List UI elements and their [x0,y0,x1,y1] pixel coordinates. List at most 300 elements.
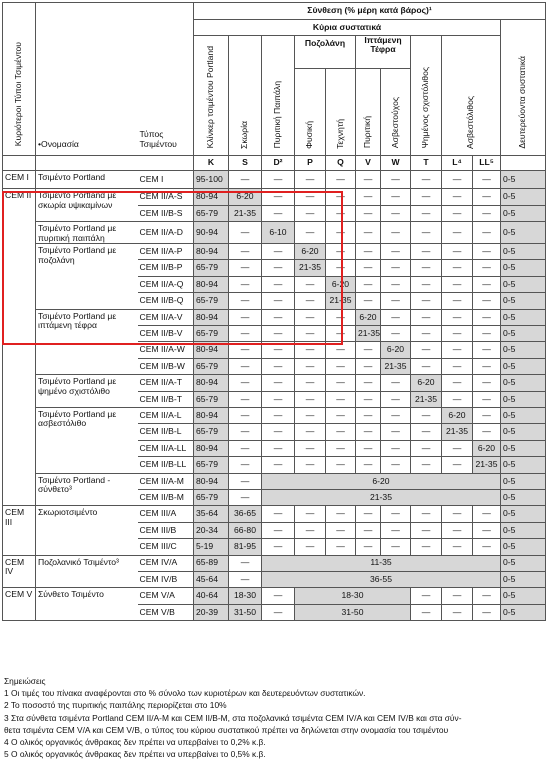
constituent-value: — [356,457,381,473]
constituent-value: — [442,588,473,604]
pozzolana-flyash-combined: 31-50 [295,604,411,620]
constituent-value: — [229,260,262,276]
constituent-value: — [381,457,411,473]
minor-value: 0-5 [501,571,546,587]
constituent-value: — [381,189,411,205]
cement-type: CEM II/A-Q [138,276,194,292]
slag-value: 66-80 [229,522,262,538]
cement-composition-table [2,2,546,621]
designation-header [36,3,138,156]
cement-type: CEM V/A [138,588,194,604]
constituent-value: — [262,588,295,604]
symbol-3: D² [262,156,295,171]
combined-constituents: 11-35 [262,555,501,571]
minor-value: 0-5 [501,276,546,292]
constituent-value: — [473,391,501,407]
constituent-value: — [473,222,501,244]
constituent-value: — [473,588,501,604]
cement-type: CEM II/A-P [138,244,194,260]
constituent-value: 6-20 [326,276,356,292]
constituent-value: — [262,189,295,205]
constituent-value: — [295,189,326,205]
constituent-value: — [356,506,381,522]
cement-type: CEM III/B [138,522,194,538]
clinker-label: Κλίνκερ τσιμέντου Portland [205,46,216,149]
constituent-value: — [326,539,356,555]
constituent-value: — [356,391,381,407]
cement-types-table-wrapper [2,2,528,621]
constituent-value: 6-20 [229,189,262,205]
clinker-value: 65-79 [194,260,229,276]
table-row [3,375,546,391]
constituent-value: — [442,522,473,538]
constituent-value: — [295,358,326,374]
constituent-value: 6-20 [381,342,411,358]
table-row [3,407,546,423]
burnt-shale-header [411,36,442,156]
constituent-value: — [356,260,381,276]
silica-fume-header [262,36,295,156]
constituent-value: 6-20 [411,375,442,391]
minor-value: 0-5 [501,375,546,391]
clinker-value: 20-39 [194,604,229,620]
clinker-value: 80-94 [194,309,229,325]
constituent-value: — [229,440,262,456]
constituent-value: — [381,391,411,407]
constituent-value: — [381,171,411,189]
constituent-value: — [356,375,381,391]
constituent-value: — [262,326,295,342]
cement-type: CEM II/B-M [138,489,194,505]
designation-label: •Ονομασία [38,138,79,149]
minor-label: Δευτερεύοντα συστατικά [517,55,528,149]
constituent-value: — [326,440,356,456]
note-line: 5 Ο ολικός οργανικός άνθρακας δεν πρέπει να υπερβαίνει το 0,5% κ.β. [4,749,266,760]
calcareous-header [381,69,411,156]
constituent-value: — [356,342,381,358]
minor-value: 0-5 [501,473,546,489]
constituent-value: — [356,205,381,221]
constituent-value: — [262,205,295,221]
cement-type: CEM II/B-Q [138,293,194,309]
minor-value: 0-5 [501,539,546,555]
cement-type: CEM II/A-S [138,189,194,205]
clinker-value: 20-34 [194,522,229,538]
clinker-header [194,36,229,156]
constituent-value: — [473,205,501,221]
cement-type-header [138,3,194,156]
group-code: CEM II [3,189,36,506]
constituent-value: — [356,407,381,423]
constituent-value: — [381,222,411,244]
clinker-value: 90-94 [194,222,229,244]
combined-constituents: 21-35 [262,489,501,505]
constituent-value: — [262,391,295,407]
constituent-value: — [262,539,295,555]
minor-value: 0-5 [501,424,546,440]
clinker-value: 80-94 [194,473,229,489]
minor-value: 0-5 [501,326,546,342]
constituent-value: — [295,457,326,473]
cement-type: CEM II/B-L [138,424,194,440]
constituent-value: — [411,358,442,374]
symbol-4: P [295,156,326,171]
constituent-value: — [411,407,442,423]
constituent-value: — [229,473,262,489]
minor-value: 0-5 [501,293,546,309]
constituent-value: — [411,244,442,260]
clinker-value: 65-79 [194,326,229,342]
constituent-value: — [326,189,356,205]
constituent-value: — [411,506,442,522]
constituent-value: — [262,358,295,374]
constituent-value: — [473,276,501,292]
constituent-value: — [262,604,295,620]
constituent-value: — [411,522,442,538]
clinker-value: 65-79 [194,489,229,505]
constituent-value: — [411,171,442,189]
constituent-value: — [442,375,473,391]
constituent-value: — [262,375,295,391]
constituent-value: — [356,358,381,374]
slag-header [229,36,262,156]
cement-type-label: Τύπος Τσιμέντου [139,129,177,149]
constituent-value: — [326,309,356,325]
constituent-value: — [229,222,262,244]
constituent-value: — [442,244,473,260]
constituent-value: — [442,205,473,221]
minor-value: 0-5 [501,260,546,276]
constituent-value: — [356,539,381,555]
clinker-value: 5-19 [194,539,229,555]
combined-constituents: 6-20 [262,473,501,489]
constituent-value: — [381,440,411,456]
limestone-header [442,36,501,156]
constituent-value: — [411,604,442,620]
constituent-value: — [356,293,381,309]
clinker-value: 65-79 [194,205,229,221]
group-code: CEM V [3,588,36,621]
constituent-value: 6-20 [356,309,381,325]
constituent-value: — [229,276,262,292]
constituent-value: — [356,222,381,244]
main-types-label: Κυριότεροι Τύποι Τσιμέντου [13,42,24,147]
cement-type: CEM II/B-P [138,260,194,276]
constituent-value: 6-10 [262,222,295,244]
constituent-value: — [229,375,262,391]
clinker-value: 65-79 [194,391,229,407]
cement-type: CEM II/B-S [138,205,194,221]
cement-name: Τσιμέντο Portland με ασβεστόλιθο [36,407,138,473]
cement-type: CEM II/A-V [138,309,194,325]
constituent-value: — [411,189,442,205]
clinker-value: 80-94 [194,375,229,391]
constituent-value: — [356,424,381,440]
constituent-value: — [473,326,501,342]
artificial-header [326,69,356,156]
minor-value: 0-5 [501,171,546,189]
constituent-value: — [381,506,411,522]
constituent-value: — [381,276,411,292]
minor-value: 0-5 [501,407,546,423]
constituent-value: — [229,457,262,473]
constituent-value: — [473,171,501,189]
constituent-value: — [262,424,295,440]
siliceous-label: Πυριτική [362,116,373,149]
constituent-value: — [262,522,295,538]
constituent-value: — [381,424,411,440]
minor-value: 0-5 [501,604,546,620]
constituent-value: — [229,293,262,309]
constituent-value: — [326,522,356,538]
limestone-label: Ασβεστόλιθος [465,95,476,149]
notes-title: Σημειώσεις [4,676,46,686]
constituent-value: — [356,171,381,189]
constituent-value: — [442,506,473,522]
constituent-value: — [473,424,501,440]
clinker-value: 80-94 [194,244,229,260]
constituent-value: — [262,457,295,473]
constituent-value: — [442,342,473,358]
clinker-value: 65-89 [194,555,229,571]
cement-type: CEM II/B-T [138,391,194,407]
minor-value: 0-5 [501,522,546,538]
cement-type: CEM II/A-D [138,222,194,244]
constituent-value: — [356,440,381,456]
constituent-value: — [473,604,501,620]
constituent-value: 6-20 [442,407,473,423]
constituent-value: — [442,358,473,374]
symbol-9: L⁴ [442,156,473,171]
note-line: 3 Στα σύνθετα τσιμέντα Portland CEM II/A-M και CEM II/B-M, στα ποζολανικά τσιμέντα CEM IV/A και CEM IV/B και στα σύν- [4,712,462,723]
constituent-value: — [262,260,295,276]
constituent-value: 21-35 [381,358,411,374]
constituent-value: — [442,440,473,456]
clinker-value: 80-94 [194,276,229,292]
constituent-value: — [442,260,473,276]
constituent-value: — [295,506,326,522]
constituent-value: — [473,506,501,522]
constituent-value: — [356,522,381,538]
clinker-value: 65-79 [194,293,229,309]
constituent-value: — [295,424,326,440]
constituent-value: — [411,309,442,325]
minor-value: 0-5 [501,309,546,325]
note-line: 4 Ο ολικός οργανικός άνθρακας δεν πρέπει να υπερβαίνει το 0,2% κ.β. [4,737,266,748]
cement-name: Τσιμέντο Portland - σύνθετο³ [36,473,138,506]
constituent-value: 21-35 [326,293,356,309]
main-types-header [3,3,36,156]
constituent-value: — [411,326,442,342]
cement-type: CEM II/A-W [138,342,194,358]
constituent-value: — [295,375,326,391]
constituent-value: — [473,375,501,391]
constituent-value: 21-35 [442,424,473,440]
burnt-shale-label: Ψημένος σχιστόλιθος [420,67,431,149]
group-code: CEM III [3,506,36,555]
pozzolana-flyash-combined: 18-30 [295,588,411,604]
slag-value: 36-65 [229,506,262,522]
slag-value: 18-30 [229,588,262,604]
constituent-value: — [411,205,442,221]
constituent-value: — [411,293,442,309]
constituent-value: — [356,276,381,292]
constituent-value: — [473,309,501,325]
symbol-blank [3,156,36,171]
constituent-value: — [229,326,262,342]
constituent-value: — [326,260,356,276]
cement-type: CEM IV/B [138,571,194,587]
constituent-value: — [473,260,501,276]
constituent-value: — [262,407,295,423]
constituent-value: — [473,244,501,260]
clinker-value: 65-79 [194,457,229,473]
constituent-value: — [229,171,262,189]
group-code: CEM I [3,171,36,189]
constituent-value: — [262,342,295,358]
constituent-value: — [295,222,326,244]
note-line: θετα τσιμέντα CEM V/A και CEM V/B, ο τύπος του κύριου συστατικού πρέπει να δηλώνεται στην ονομασία του τσιμέντου [4,724,449,735]
minor-value: 0-5 [501,555,546,571]
cement-name: Σύνθετο Τσιμέντο [36,588,138,621]
constituent-value: — [381,539,411,555]
constituent-value: — [381,205,411,221]
cement-type: CEM II/A-T [138,375,194,391]
constituent-value: — [411,457,442,473]
fly-ash-header: Ιπτάμενη Τέφρα [356,36,411,69]
cement-name: Τσιμέντο Portland με πυριτική παιπάλη [36,222,138,244]
constituent-value: — [326,342,356,358]
clinker-value: 65-79 [194,424,229,440]
constituent-value: — [326,205,356,221]
constituent-value: — [411,588,442,604]
constituent-value: — [326,171,356,189]
minor-value: 0-5 [501,391,546,407]
constituent-value: — [442,309,473,325]
constituent-value: — [229,424,262,440]
constituent-value: — [295,391,326,407]
constituent-value: — [295,407,326,423]
constituent-value: — [229,342,262,358]
cement-name: Τσιμέντο Portland με ποζολάνη [36,244,138,310]
constituent-value: — [262,293,295,309]
constituent-value: — [442,604,473,620]
minor-value: 0-5 [501,189,546,205]
constituent-value: — [229,244,262,260]
constituent-value: — [326,326,356,342]
clinker-value: 80-94 [194,440,229,456]
table-row [3,588,546,604]
natural-header [295,69,326,156]
constituent-value: — [262,276,295,292]
constituent-value: 21-35 [229,205,262,221]
combined-constituents: 36-55 [262,571,501,587]
constituent-value: — [356,244,381,260]
constituent-value: — [442,457,473,473]
constituent-value: — [295,522,326,538]
constituent-value: — [442,171,473,189]
constituent-value: — [473,407,501,423]
constituent-value: — [262,440,295,456]
symbol-7: W [381,156,411,171]
constituent-value: — [442,293,473,309]
constituent-value: — [295,326,326,342]
natural-label: Φυσική [304,120,315,149]
constituent-value: — [473,522,501,538]
constituent-value: — [262,506,295,522]
cement-type: CEM I [138,171,194,189]
constituent-value: — [411,222,442,244]
cement-type: CEM II/B-V [138,326,194,342]
constituent-value: — [326,244,356,260]
minor-value: 0-5 [501,506,546,522]
constituent-value: — [411,424,442,440]
minor-constituents-header [501,20,546,156]
constituent-value: — [411,539,442,555]
minor-value: 0-5 [501,588,546,604]
cement-type: CEM III/A [138,506,194,522]
constituent-value: — [295,276,326,292]
note-line: 1 Οι τιμές του πίνακα αναφέρονται στο % σύνολο των κυριοτέρων και δευτερευόντων συστατικών. [4,688,366,699]
clinker-value: 40-64 [194,588,229,604]
constituent-value: — [295,342,326,358]
minor-value: 0-5 [501,244,546,260]
table-row [3,222,546,244]
minor-value: 0-5 [501,222,546,244]
constituent-value: — [262,309,295,325]
constituent-value: — [356,189,381,205]
constituent-value: — [381,326,411,342]
constituent-value: — [229,309,262,325]
constituent-value: — [295,539,326,555]
silica-fume-label: Πυριτική Παιπάλη [272,81,283,149]
constituent-value: — [442,189,473,205]
main-constituents-header: Κύρια συστατικά [194,20,501,36]
minor-value: 0-5 [501,358,546,374]
constituent-value: — [442,391,473,407]
constituent-value: — [381,407,411,423]
table-row [3,171,546,189]
constituent-value: — [442,326,473,342]
symbol-10: LL⁵ [473,156,501,171]
constituent-value: — [229,407,262,423]
constituent-value: — [326,424,356,440]
cement-type: CEM III/C [138,539,194,555]
table-row [3,473,546,489]
constituent-value: — [473,342,501,358]
constituent-value: — [473,189,501,205]
siliceous-header [356,69,381,156]
constituent-value: — [473,293,501,309]
constituent-value: — [295,440,326,456]
constituent-value: — [295,171,326,189]
note-line: 2 Το ποσοστό της πυριτικής παιπάλης περιορίζεται στο 10% [4,700,227,711]
notes-section [4,675,514,760]
constituent-value: — [229,358,262,374]
constituent-value: — [229,571,262,587]
constituent-value: — [229,489,262,505]
constituent-value: — [229,391,262,407]
clinker-value: 35-64 [194,506,229,522]
table-row [3,506,546,522]
constituent-value: — [295,293,326,309]
minor-value: 0-5 [501,342,546,358]
artificial-label: Τεχνητή [334,118,345,149]
constituent-value: — [381,293,411,309]
clinker-value: 80-94 [194,342,229,358]
constituent-value: — [262,171,295,189]
calcareous-label: Ασβεστούχος [389,97,400,149]
